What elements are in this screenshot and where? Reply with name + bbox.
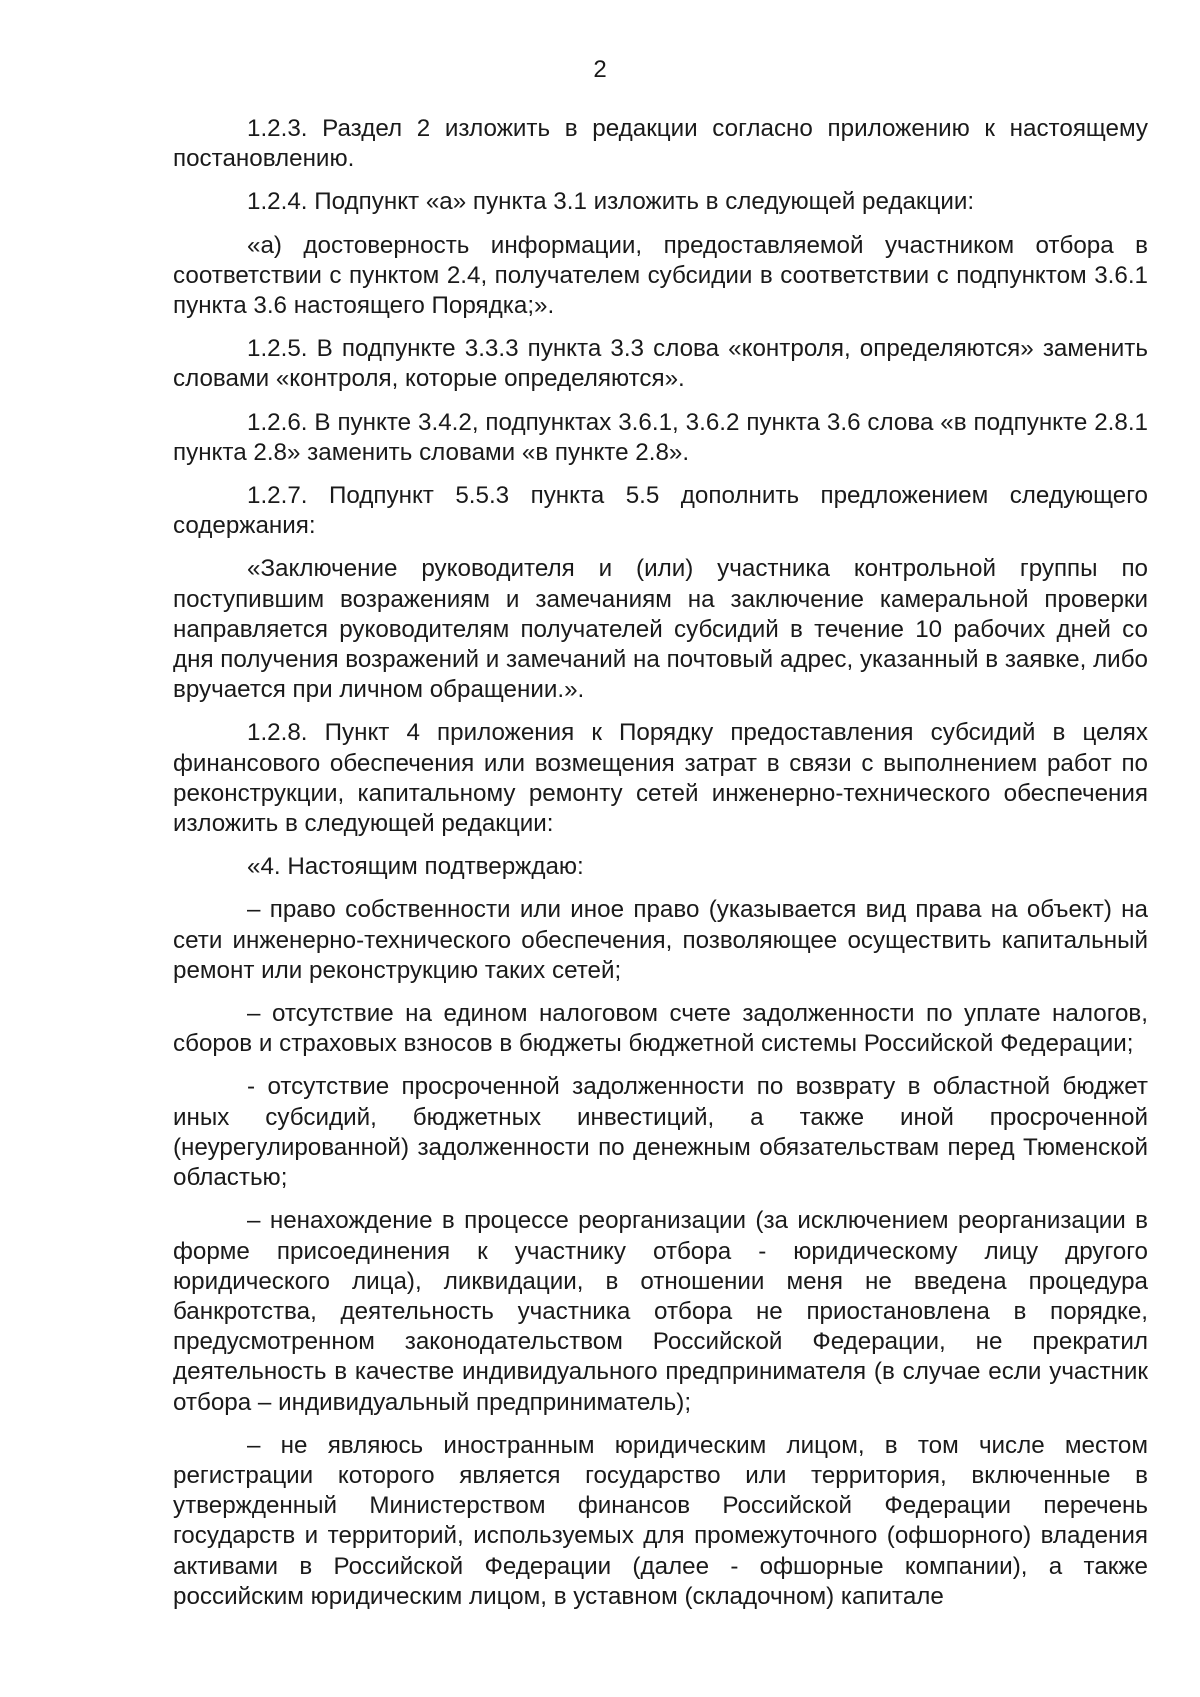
page-number: 2 (593, 56, 607, 83)
paragraph-1-2-6: 1.2.6. В пункте 3.4.2, подпунктах 3.6.1, 3.6.2 пункта 3.6 слова «в подпункте 2.8.1 пункта 2.8» заменить словами «в пункте 2.8». (173, 408, 1148, 466)
document-body (173, 114, 1148, 1612)
list-item-not-foreign-entity: – не являюсь иностранным юридическим лицом, в том числе местом регистрации которого является государство или территория, включенные в утвержденный Министерством финансов Российской Федерации перечень государств и территорий, используемых для промежуточного (офшорного) владения активами в Российской Федерации (далее - офшорные компании), а также российским юридическим лицом, в уставном (складочном) капитале (173, 1431, 1148, 1610)
paragraph-1-2-7: 1.2.7. Подпункт 5.5.3 пункта 5.5 дополнить предложением следующего содержания: (173, 482, 1148, 540)
paragraph-item-4-heading: «4. Настоящим подтверждаю: (247, 853, 584, 881)
paragraph-quote-subitem-a: «а) достоверность информации, предоставляемой участником отбора в соответствии с пунктом 2.4, получателем субсидии в соответствии с подпунктом 3.6.1 пункта 3.6 настоящего Порядка;». (173, 231, 1148, 320)
list-item-no-reorganization: – ненахождение в процессе реорганизации (за исключением реорганизации в форме присоединения к участнику отбора - юридическому лицу другого юридического лица), ликвидации, в отношении меня не введена процедура банкротства, деятельность участника отбора не приостановлена в порядке, предусмотренном законодательством Российской Федерации, не прекратил деятельность в качестве индивидуального предпринимателя (в случае если участник отбора – индивидуальный предприниматель); (173, 1207, 1148, 1416)
paragraph-1-2-5: 1.2.5. В подпункте 3.3.3 пункта 3.3 слова «контроля, определяются» заменить словами «контроля, которые определяются». (173, 335, 1148, 393)
paragraph-quote-conclusion: «Заключение руководителя и (или) участника контрольной группы по поступившим возражениям и замечаниям на заключение камеральной проверки направляется руководителям получателей субсидий в течение 10 рабочих дней со дня получения возражений и замечаний на почтовый адрес, указанный в заявке, либо вручается при личном обращении.». (173, 555, 1148, 704)
list-item-ownership-right: – право собственности или иное право (указывается вид права на объект) на сети инженерно-технического обеспечения, позволяющее осуществить капитальный ремонт или реконструкцию таких сетей; (173, 896, 1148, 984)
paragraph-1-2-8: 1.2.8. Пункт 4 приложения к Порядку предоставления субсидий в целях финансового обеспечения или возмещения затрат в связи с выполнением работ по реконструкции, капитальному ремонту сетей инженерно-технического обеспечения изложить в следующей редакции: (173, 719, 1148, 838)
paragraph-1-2-3: 1.2.3. Раздел 2 изложить в редакции согласно приложению к настоящему постановлению. (173, 115, 1148, 173)
list-item-no-tax-debt: – отсутствие на едином налоговом счете задолженности по уплате налогов, сборов и страховых взносов в бюджеты бюджетной системы Российской Федерации; (173, 1000, 1148, 1058)
paragraph-1-2-4: 1.2.4. Подпункт «а» пункта 3.1 изложить в следующей редакции: (247, 188, 975, 216)
list-item-no-overdue-debt: - отсутствие просроченной задолженности по возврату в областной бюджет иных субсидий, бюджетных инвестиций, а также иной просроченной (неурегулированной) задолженности по денежным обязательствам перед Тюменской областью; (173, 1073, 1148, 1192)
